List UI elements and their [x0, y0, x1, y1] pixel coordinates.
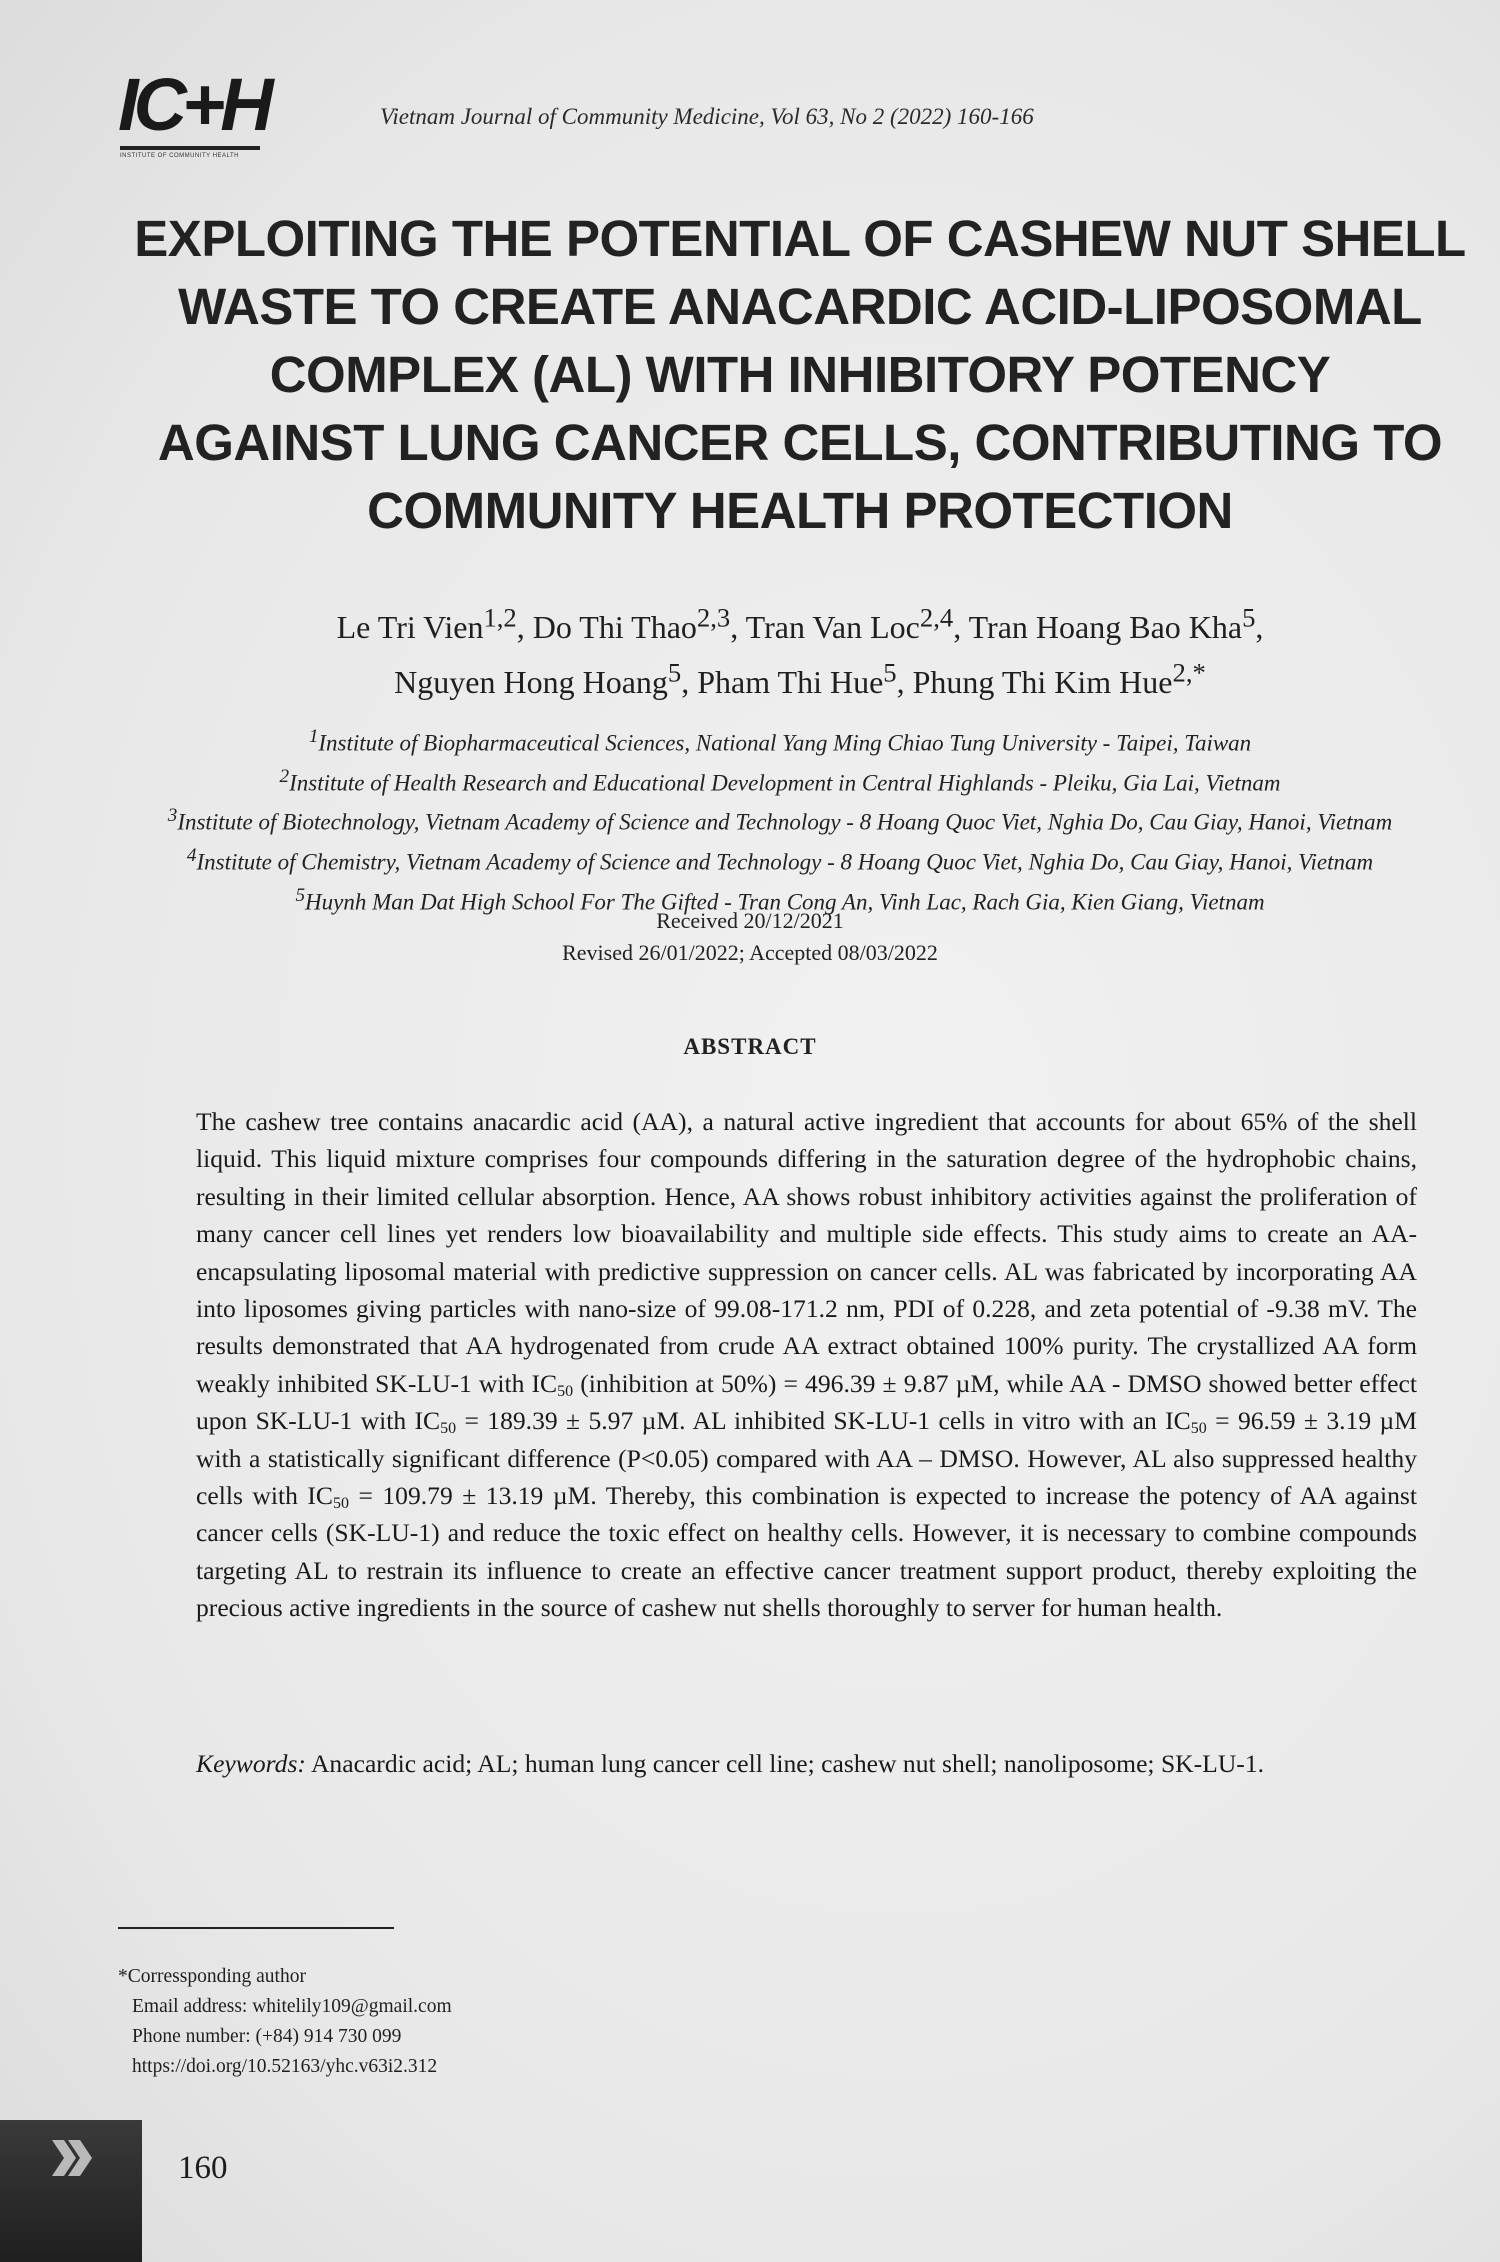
page-number: 160	[178, 2150, 228, 2186]
author	[912, 657, 1206, 701]
publication-dates	[450, 905, 1050, 969]
phone-number: Phone number: (+84) 914 730 099	[132, 2026, 402, 2047]
affiliation-number: 1	[308, 726, 319, 747]
author-affiliation-mark: 2,*	[1172, 657, 1206, 688]
author-affiliation-mark: 5	[667, 657, 682, 688]
affiliation-text: Institute of Biopharmaceutical Sciences, National Yang Ming Chiao Tung University - Taipei, Taiwan	[318, 730, 1252, 756]
author-name: Le Tri Vien	[336, 608, 484, 645]
title-line: WASTE TO CREATE ANACARDIC ACID-LIPOSOMAL	[178, 278, 1422, 335]
footnote-divider	[118, 1927, 394, 1929]
author-affiliation-mark: 2,3	[696, 602, 731, 632]
title-line: COMMUNITY HEALTH PROTECTION	[367, 482, 1233, 539]
affiliation	[60, 760, 1500, 800]
affiliation-text: Institute of Chemistry, Vietnam Academy of Science and Technology - 8 Hoang Quoc Viet, Nghia Do, Cau Giay, Hanoi, Vietnam	[196, 849, 1374, 875]
page-corner-tab	[0, 2120, 142, 2262]
double-chevron-right-icon	[50, 2136, 94, 2180]
keywords-text: Anacardic acid; AL; human lung cancer cell line; cashew nut shell; nanoliposome; SK-LU-1.	[305, 1749, 1265, 1778]
email-address: Email address: whitelily109@gmail.com	[132, 1996, 452, 2017]
affiliation	[60, 720, 1500, 760]
author-name: Do Thi Thao	[532, 608, 697, 645]
doi-link[interactable]: https://doi.org/10.52163/yhc.v63i2.312	[132, 2056, 438, 2077]
subscript: 50	[557, 1382, 574, 1400]
author-name: Pham Thi Hue	[697, 664, 884, 701]
affiliation-list	[60, 720, 1500, 915]
logo-underline	[120, 146, 260, 150]
journal-citation: Vietnam Journal of Community Medicine, Vol 63, No 2 (2022) 160-166	[380, 104, 1034, 129]
author-affiliation-mark: 2,4	[919, 602, 954, 632]
article-title	[120, 205, 1480, 545]
author-name: Nguyen Hong Hoang	[394, 664, 668, 701]
subscript: 50	[1190, 1420, 1207, 1438]
affiliation-number: 2	[279, 765, 290, 787]
affiliation-number: 4	[186, 844, 197, 866]
affiliation	[60, 799, 1500, 839]
author-name: Tran Van Loc	[745, 608, 920, 645]
author-affiliation-mark: 5	[883, 657, 897, 688]
corresponding-author-note: *Corressponding author	[118, 1966, 306, 1987]
affiliation-text: Institute of Biotechnology, Vietnam Academy of Science and Technology - 8 Hoang Quoc Viet, Nghia Do, Cau Giay, Hanoi, Vietnam	[177, 809, 1393, 835]
abstract-body: The cashew tree contains anacardic acid (AA), a natural active ingredient that accounts for about 65% of the shell liquid. This liquid mixture comprises four compounds differing in the saturation degree of the hydrophobic chains, resulting in their limited cellular absorption. Hence, AA shows robust inhibitory activities against the proliferation of many cancer cell lines yet renders low bioavailability and multiple side effects. This study aims to create an AA-encapsulating liposomal material with predictive suppression on cancer cells. AL was fabricated by incorporating AA into liposomes giving particles with nano-size of 99.08-171.2 nm, PDI of 0.228, and zeta potential of -9.38 mV. The results demonstrated that AA hydrogenated from crude AA extract obtained 100% purity. The crystallized AA form weakly inhibited SK-LU-1 with $IC_{50}$ (inhibition at 50%) = 496.39 ± 9.87 µM, while AA - DMSO showed better effect upon SK-LU-1 with $IC_{50} = 189.39 \pm 5.97$ µM. AL inhibited SK-LU-1 cells in vitro with an $IC_{50} = 96.59 \pm 3.19$ µM with a statistically significant difference (P<0.05) compared with AA – DMSO. However, AL also suppressed healthy cells with $IC_{50} = 109.79 \pm 13.19$ µM. Thereby, this combination is expected to increase the potency of AA against cancer cells (SK-LU-1) and reduce the toxic effect on healthy cells. However, it is necessary to combine compounds targeting AL to restrain its influence to create an effective cancer treatment support product, thereby exploiting the precious active ingredients in the source of cashew nut shells thoroughly to server for human health.	[196, 1107, 1417, 1623]
author: Tran Van Loc$^{2,4}$,	[745, 602, 969, 645]
author-list	[150, 594, 1450, 701]
author: Tran Hoang Bao Kha$^5$,	[968, 602, 1264, 645]
title-line: COMPLEX (AL) WITH INHIBITORY POTENCY	[269, 346, 1331, 403]
keywords	[196, 1745, 1456, 1785]
author-name: Phung Thi Kim Hue	[912, 664, 1173, 701]
author: Do Thi Thao$^{2,3}$,	[532, 602, 746, 645]
title-line: EXPLOITING THE POTENTIAL OF CASHEW NUT SHELL	[134, 210, 1466, 267]
footnote	[118, 1962, 718, 2082]
keywords-label: Keywords:	[196, 1749, 306, 1778]
revised-accepted-date: Revised 26/01/2022; Accepted 08/03/2022	[562, 940, 938, 965]
affiliation-text: Institute of Health Research and Educational Development in Central Highlands - Pleiku, Gia Lai, Vietnam	[289, 770, 1281, 796]
received-date: Received 20/12/2021	[656, 908, 844, 933]
subscript: 50	[440, 1420, 457, 1438]
affiliation-text: Huynh Man Dat High School For The Gifted - Tran Cong An, Vinh Lac, Rach Gia, Kien Giang, Vietnam	[305, 889, 1265, 915]
affiliation	[60, 839, 1500, 879]
author: Le Tri Vien$^{1,2}$,	[336, 602, 533, 645]
title-line: AGAINST LUNG CANCER CELLS, CONTRIBUTING TO	[157, 414, 1443, 471]
author-affiliation-mark: 5	[1242, 602, 1256, 632]
journal-logo	[118, 63, 269, 160]
author: Pham Thi Hue$^5$,	[697, 657, 913, 701]
affiliation-number: 5	[295, 884, 306, 906]
logo-mark: IC+H	[118, 63, 269, 146]
author: Nguyen Hong Hoang$^5$,	[394, 657, 698, 701]
affiliation-number: 3	[167, 805, 178, 827]
author-name: Tran Hoang Bao Kha	[968, 608, 1243, 645]
logo-subtext: INSTITUTE OF COMMUNITY HEALTH	[120, 153, 239, 159]
subscript: 50	[332, 1495, 349, 1513]
author-affiliation-mark: 1,2	[483, 602, 517, 632]
abstract-heading: ABSTRACT	[683, 1034, 817, 1059]
